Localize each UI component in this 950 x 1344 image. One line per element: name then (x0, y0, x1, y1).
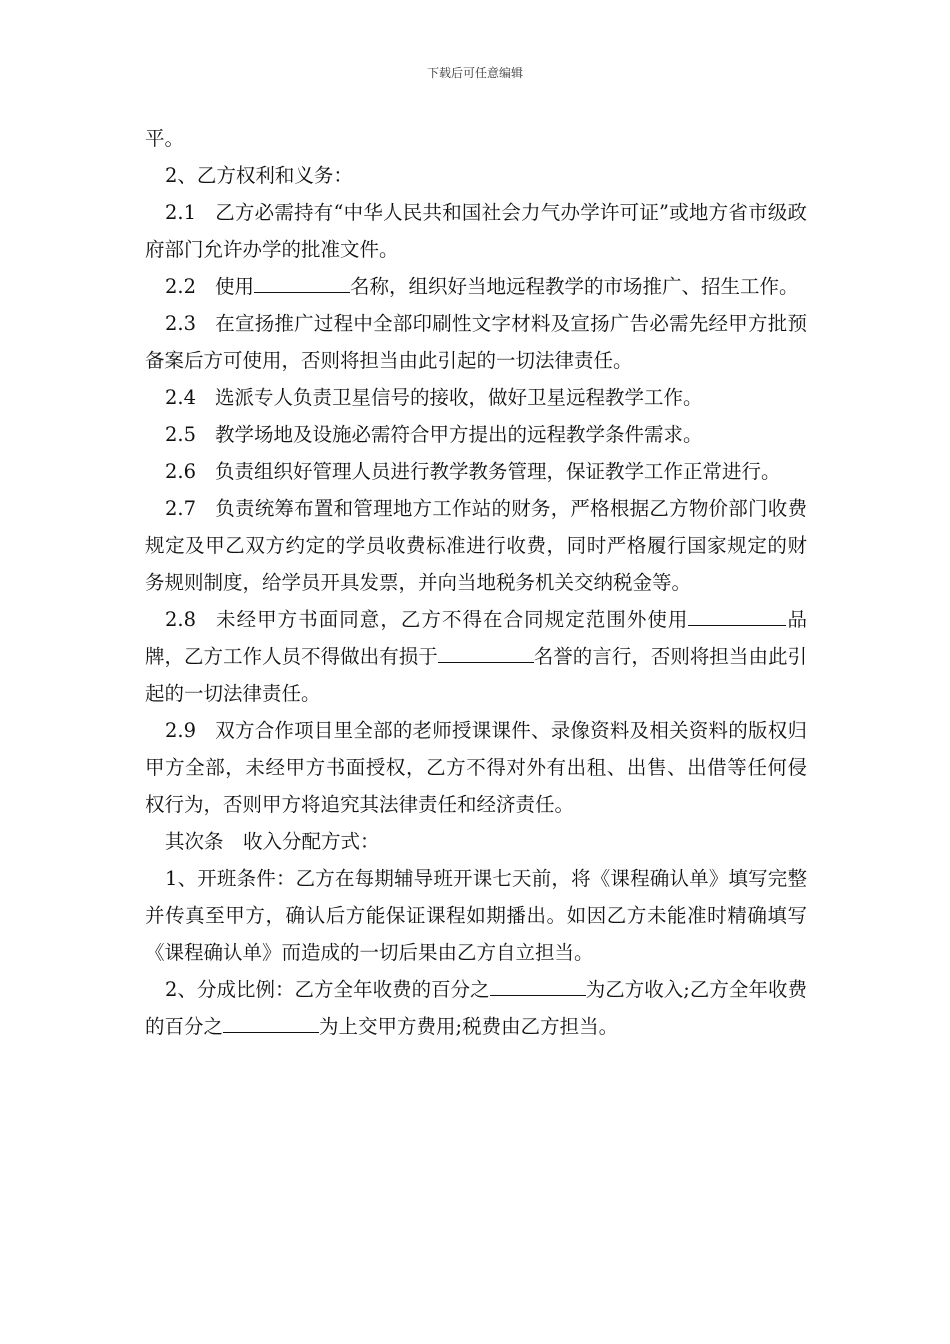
clause-text: 在宣扬推广过程中全部印刷性文字材料及宣扬广告必需先经甲方批预备案后方可使用，否则将担当由此引起的一切法律责任。 (145, 312, 807, 372)
clause-2-5 (145, 416, 807, 453)
clause-text: 教学场地及设施必需符合甲方提出的远程教学条件需求。 (215, 423, 703, 446)
fill-blank (223, 1012, 319, 1033)
clause-number: 2.8 (165, 608, 197, 631)
clause-2-8 (145, 601, 807, 712)
clause-2-1 (145, 194, 807, 268)
fill-blank (688, 605, 766, 626)
clause-text: 使用 (215, 275, 255, 298)
clause-number: 2.7 (165, 497, 197, 520)
clause-2-3 (145, 305, 807, 379)
clause-class-conditions: 1、开班条件：乙方在每期辅导班开课七天前，将《课程确认单》填写完整并传真至甲方，确认后方能保证课程如期播出。如因乙方未能准时精确填写《课程确认单》而造成的一切后果由乙方自立担当。 (145, 867, 807, 964)
clause-text: 乙方必需持有“中华人民共和国社会力气办学许可证”或地方省市级政府部门允许办学的批准文件。 (145, 201, 807, 261)
heading-article-2: 其次条 收入分配方式： (165, 830, 380, 853)
clause-2-4 (145, 379, 807, 416)
clause-text: 2、分成比例：乙方全年收费的百分之 (165, 978, 490, 1001)
clause-text: 品牌，乙方工作人员不得做出有损于 (145, 608, 807, 668)
clause-2-6 (145, 453, 807, 490)
clause-2-9 (145, 712, 807, 823)
clause-2-2 (145, 268, 807, 305)
clause-number: 2.2 (165, 275, 197, 298)
clause-number: 2.6 (165, 460, 197, 483)
clause-text: 双方合作项目里全部的老师授课课件、录像资料及相关资料的版权归甲方全部，未经甲方书面授权，乙方不得对外有出租、出售、出借等任何侵权行为，否则甲方将追究其法律责任和经济责任。 (145, 719, 807, 816)
fill-blank (438, 642, 534, 663)
clause-text: 选派专人负责卫星信号的接收，做好卫星远程教学工作。 (215, 386, 703, 409)
clause-text: 未经甲方书面同意，乙方不得在合同规定范围外使用 (215, 608, 689, 631)
clause-number: 2.4 (165, 386, 197, 409)
fill-blank (490, 975, 586, 996)
clause-text: 负责组织好管理人员进行教学教务管理，保证教学工作正常进行。 (215, 460, 781, 483)
clause-number: 2.1 (165, 201, 197, 224)
clause-revenue-share (145, 971, 807, 1045)
clause-number: 2.3 (165, 312, 197, 335)
clause-2-7 (145, 490, 807, 601)
paragraph-continuation: 平。 (145, 127, 185, 150)
clause-number: 2.5 (165, 423, 197, 446)
document-body (145, 120, 807, 1045)
clause-text: 名称，组织好当地远程教学的市场推广、招生工作。 (350, 275, 799, 298)
page-header: 下载后可任意编辑 (426, 66, 523, 80)
clause-text: 为乙方收入;乙方全年收费的百分之 (145, 978, 807, 1038)
fill-blank (254, 272, 350, 293)
clause-text: 负责统筹布置和管理地方工作站的财务，严格根据乙方物价部门收费规定及甲乙双方约定的学员收费标准进行收费，同时严格履行国家规定的财务规则制度，给学员开具发票，并向当地税务机关交纳税金等。 (145, 497, 807, 594)
clause-text: 为上交甲方费用;税费由乙方担当。 (319, 1015, 619, 1038)
clause-number: 2.9 (165, 719, 197, 742)
clause-text: 名誉的言行，否则将担当由此引起的一切法律责任。 (145, 645, 807, 705)
fill-blank (766, 605, 786, 626)
heading-party-b-rights: 2、乙方权利和义务： (165, 164, 353, 187)
